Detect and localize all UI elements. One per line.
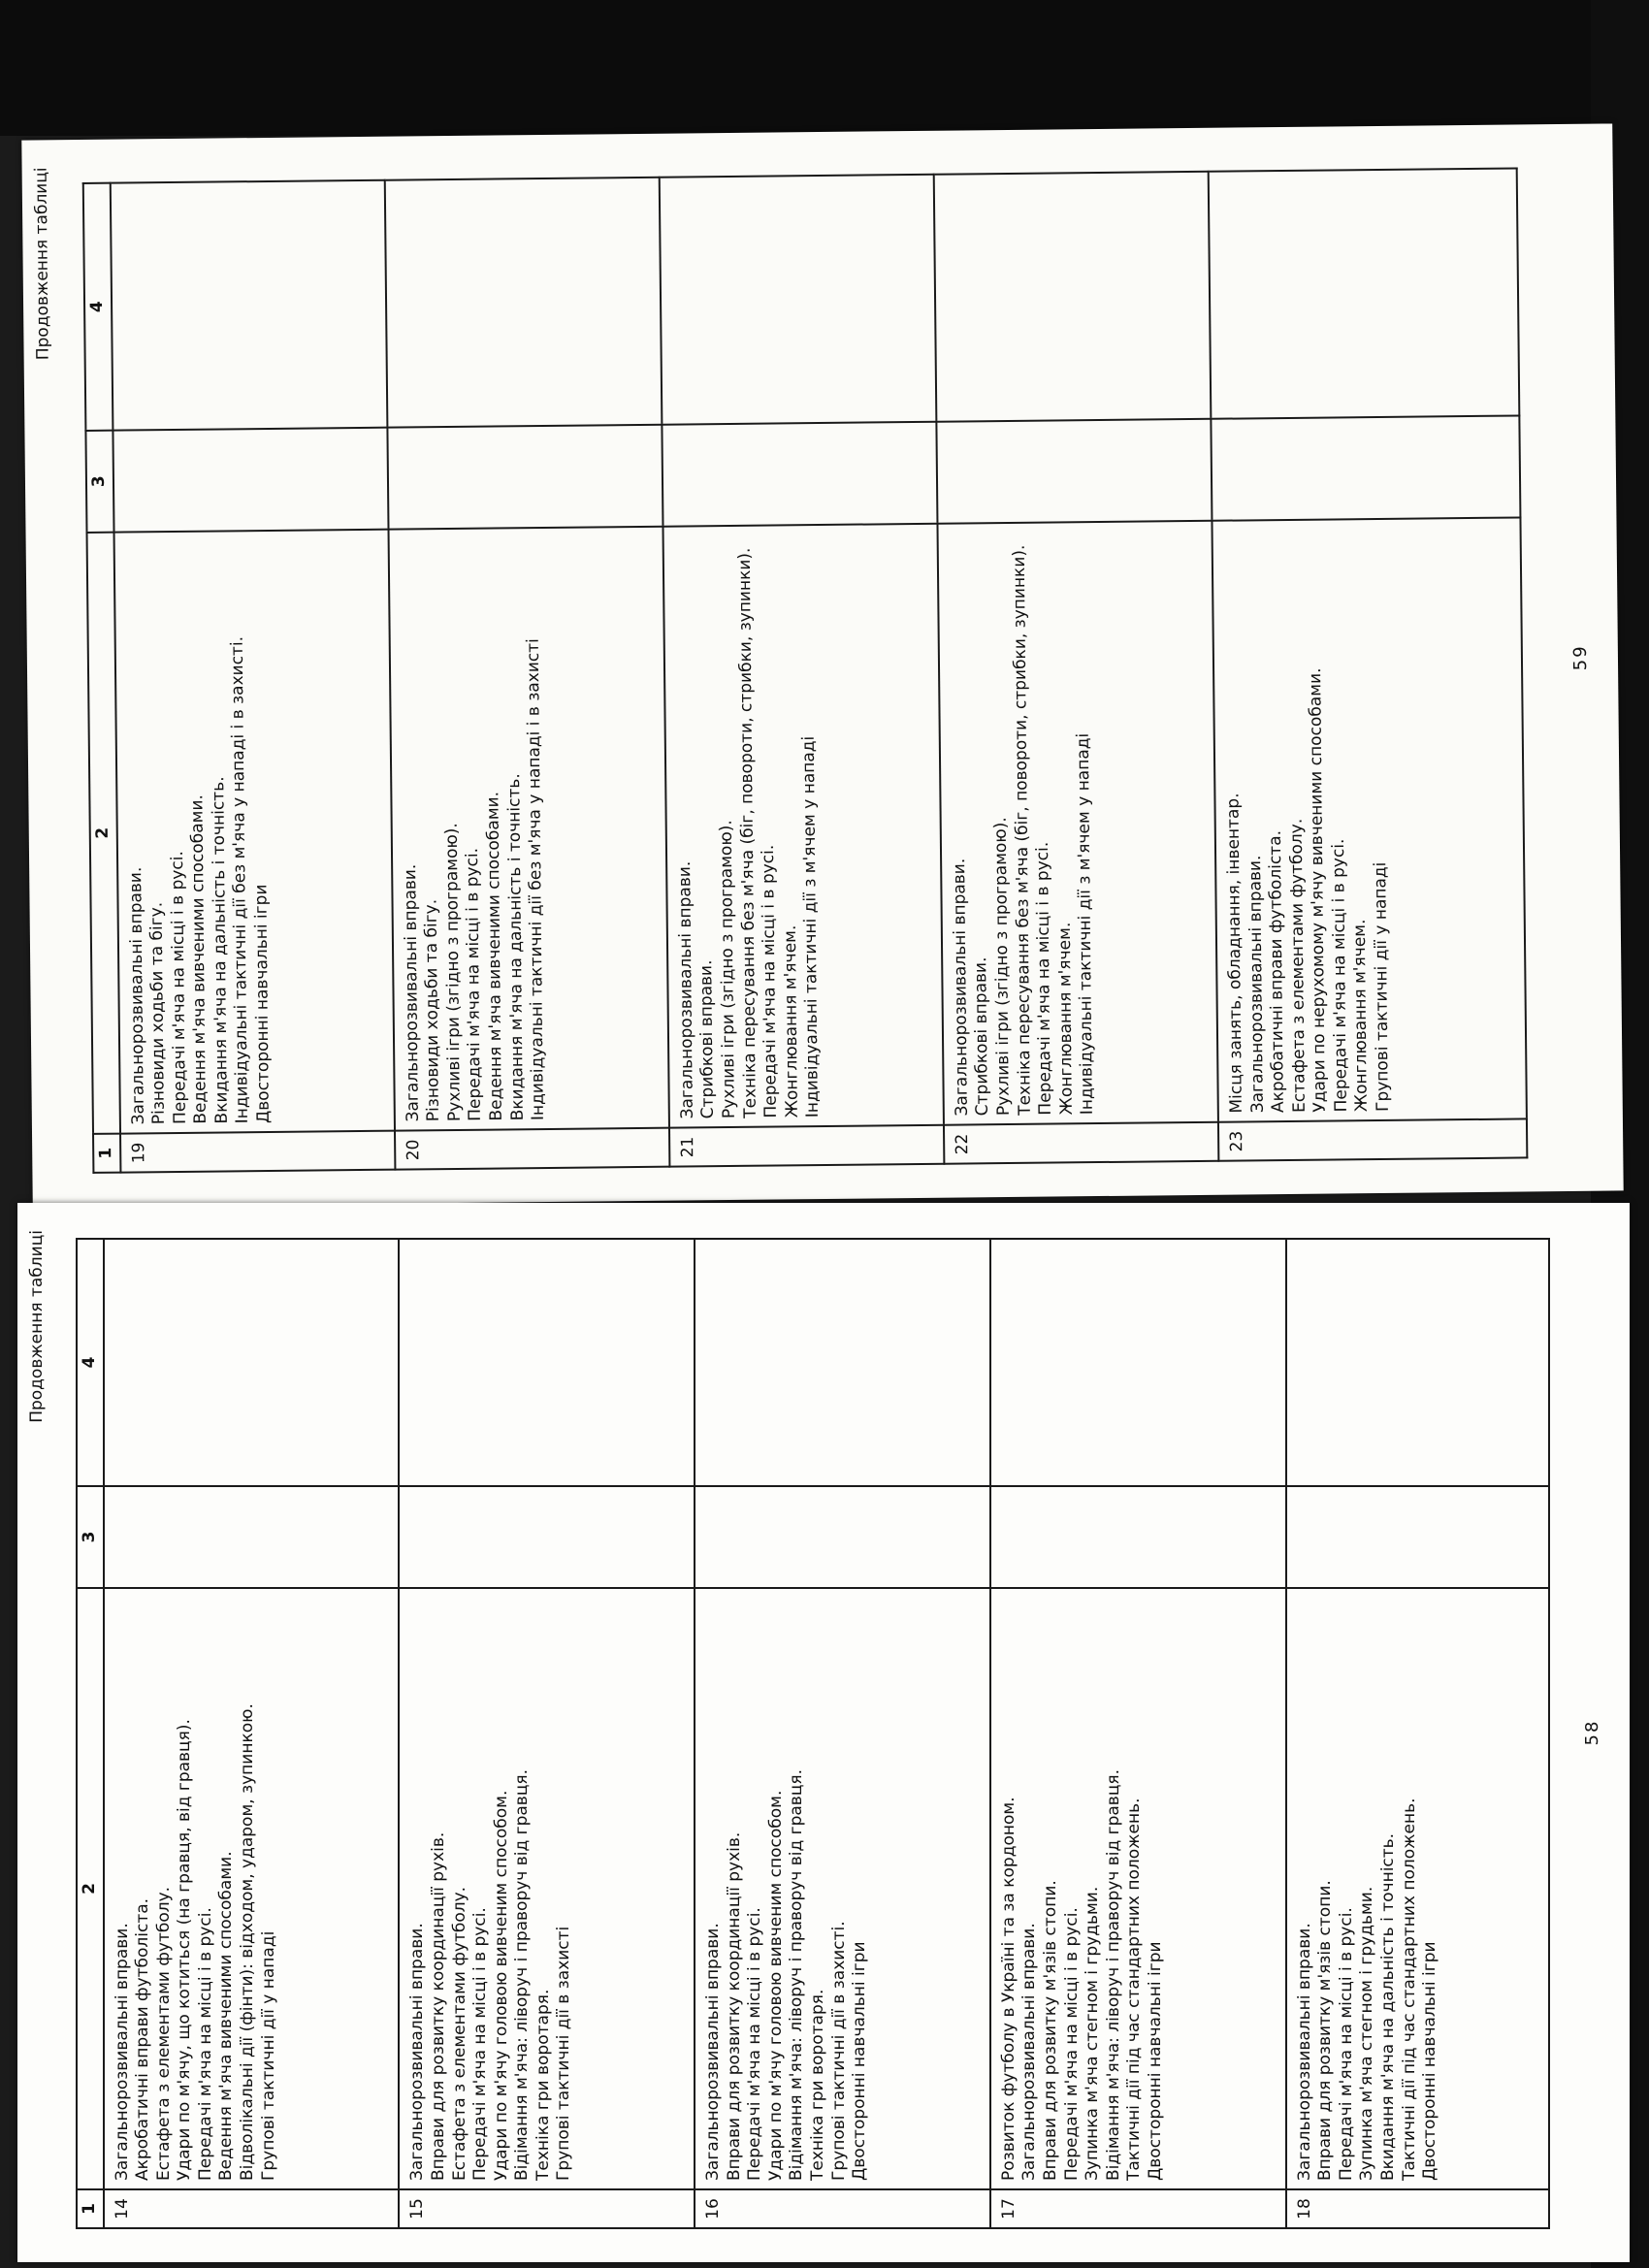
column-3-cell — [387, 425, 663, 530]
lesson-content — [113, 530, 395, 1134]
content-line: Різновиди ходьби та бігу. — [146, 901, 170, 1125]
content-line: Групові тактичні дії у нападі — [258, 1930, 278, 2181]
column-4-cell — [1286, 1239, 1549, 1486]
table-row — [110, 180, 395, 1173]
column-4-cell — [990, 1239, 1286, 1486]
content-line: Відволікальні дії (фінти): відходом, ударом, зупинкою. — [238, 1703, 258, 2181]
content-line: Різновиди ходьби та бігу. — [421, 898, 444, 1122]
content-line: Загальнорозвивальні вправи. — [112, 1923, 132, 2181]
content-line: Удари по нерухомому м'ячу вивченими способами. — [1306, 667, 1331, 1113]
column-header: 2 — [87, 533, 120, 1134]
lesson-number: 18 — [1286, 2189, 1549, 2228]
content-line: Зупинка м'яча стегном і грудьми. — [1083, 1886, 1103, 2181]
lesson-number: 23 — [1218, 1118, 1527, 1160]
content-line: Індивідуальні тактичні дії з м'ячем у нападі — [1074, 732, 1098, 1116]
table-row — [659, 175, 944, 1167]
table-row — [104, 1239, 400, 2228]
content-line: Передачі м'яча на місці і в русі. — [1033, 841, 1056, 1116]
content-line: Ведення м'яча вивченими способами. — [216, 1851, 237, 2181]
content-line: Техніка пересування без м'яча (біг, повороти, стрибки, зупинки). — [1009, 544, 1035, 1116]
content-line: Техніка пересування без м'яча (біг, повороти, стрибки, зупинки). — [734, 547, 760, 1118]
content-line: Вкидання м'яча на дальність і точність. — [209, 776, 232, 1124]
lesson-content — [937, 521, 1218, 1125]
continuation-caption: Продовження таблиці — [31, 167, 53, 361]
column-4-cell — [659, 175, 936, 425]
table-row — [384, 178, 669, 1170]
lesson-content — [1286, 1588, 1549, 2189]
content-line: Удари по м'ячу головою вивченим способом. — [765, 1790, 786, 2181]
content-line: Передачі м'яча на місці і в русі. — [1061, 1907, 1082, 2181]
content-line: Вправи для розвитку м'язів стопи. — [1041, 1880, 1061, 2181]
column-3-cell — [662, 422, 937, 527]
content-line: Передачі м'яча на місці і в русі. — [759, 844, 781, 1118]
table-row — [1286, 1239, 1549, 2228]
lesson-content — [663, 524, 944, 1128]
content-line: Удари по м'ячу, що котиться (на гравця, від гравця). — [175, 1719, 195, 2181]
content-line: Відімання м'яча: ліворуч і праворуч від гравця. — [512, 1768, 533, 2181]
lesson-content — [399, 1588, 695, 2189]
content-line: Передачі м'яча на місці і в русі. — [745, 1907, 765, 2181]
content-line: Групові тактичні дії у нападі — [1371, 861, 1393, 1113]
column-header: 4 — [77, 1239, 104, 1486]
table-row — [990, 1239, 1286, 2228]
content-line: Естафета з елементами футболу. — [153, 1886, 174, 2181]
table-row — [934, 172, 1219, 1164]
content-line: Ведення м'яча вивченими способами. — [483, 791, 506, 1121]
column-4-cell — [695, 1239, 990, 1486]
content-line: Загальнорозвивальні вправи. — [125, 866, 148, 1125]
column-4-cell — [399, 1239, 695, 1486]
content-line: Зупинка м'яча стегном і грудьми. — [1357, 1886, 1377, 2181]
content-line: Загальнорозвивальні вправи. — [674, 860, 697, 1119]
column-header: 3 — [77, 1486, 104, 1588]
content-line: Рухливі ігри (згідно з програмою). — [441, 823, 465, 1122]
content-line: Техніка гри воротаря. — [533, 1989, 553, 2181]
column-3-cell — [1286, 1486, 1549, 1588]
column-4-cell — [934, 172, 1212, 422]
content-line: Естафета з елементами футболу. — [449, 1886, 469, 2181]
page-number: 59 — [1569, 644, 1592, 671]
content-line: Загальнорозвивальні вправи. — [1019, 1923, 1040, 2181]
content-line: Рухливі ігри (згідно з програмою). — [716, 820, 739, 1119]
lesson-number: 19 — [120, 1131, 395, 1173]
content-line: Тактичні дії під час стандартних положень. — [1399, 1798, 1419, 2181]
content-line: Відімання м'яча: ліворуч і праворуч від гравця. — [1103, 1768, 1123, 2181]
column-3-cell — [1211, 415, 1520, 520]
lesson-content — [388, 527, 669, 1131]
content-line: Загальнорозвивальні вправи. — [407, 1923, 428, 2181]
lesson-number: 22 — [944, 1122, 1218, 1164]
content-line: Передачі м'яча на місці і в русі. — [167, 851, 190, 1125]
lesson-plan-table — [82, 167, 1529, 1173]
column-4-cell — [1209, 168, 1520, 418]
column-header: 1 — [93, 1134, 120, 1173]
content-line: Акробатичні вправи футболіста. — [1265, 829, 1288, 1114]
content-line: Передачі м'яча на місці і в русі. — [195, 1907, 215, 2181]
content-line: Місця занять, обладнання, інвентар. — [1223, 793, 1246, 1114]
content-line: Групові тактичні дії в захисті. — [828, 1921, 849, 2181]
lesson-number: 14 — [104, 2189, 400, 2228]
scan-background-edge — [0, 0, 1649, 136]
content-line: Двосторонні навчальні ігри — [1145, 1941, 1165, 2181]
column-4-cell — [104, 1239, 400, 1486]
content-line: Естафета з елементами футболу. — [1286, 818, 1310, 1113]
column-3-cell — [113, 428, 388, 533]
lesson-number: 16 — [695, 2189, 990, 2228]
content-line: Акробатичні вправи футболіста. — [133, 1897, 153, 2181]
lesson-number: 17 — [990, 2189, 1286, 2228]
content-line: Загальнорозвивальні вправи. — [1294, 1923, 1314, 2181]
content-line: Вправи для розвитку координації рухів. — [724, 1831, 744, 2181]
lesson-number: 15 — [399, 2189, 695, 2228]
column-header: 3 — [85, 431, 113, 533]
continuation-caption: Продовження таблиці — [27, 1230, 47, 1423]
content-line: Стрибкові вправи. — [971, 956, 993, 1117]
column-header: 2 — [77, 1588, 104, 2189]
content-line: Індивідуальні тактичні дії з м'ячем у нападі — [798, 735, 824, 1118]
column-3-cell — [695, 1486, 990, 1588]
content-line: Тактичні дії під час стандартних положень. — [1124, 1798, 1145, 2181]
lesson-content — [695, 1588, 990, 2189]
content-line: Відімання м'яча: ліворуч і праворуч від гравця. — [787, 1768, 807, 2181]
content-line: Групові тактичні дії в захисті — [554, 1926, 574, 2181]
content-line: Двосторонні навчальні ігри — [251, 884, 274, 1124]
content-line: Ведення м'яча вивченими способами. — [187, 794, 211, 1124]
lesson-content — [104, 1588, 400, 2189]
content-line: Загальнорозвивальні вправи. — [1245, 855, 1268, 1114]
content-line: Двосторонні навчальні ігри — [850, 1941, 870, 2181]
column-header: 1 — [77, 2189, 104, 2228]
content-line: Жонглювання м'ячем. — [780, 924, 802, 1118]
content-line: Розвиток футболу в Україні та за кордоном. — [998, 1797, 1018, 2181]
page-number: 58 — [1582, 1719, 1602, 1746]
table-row — [1209, 168, 1528, 1160]
content-line: Передачі м'яча на місці і в русі. — [1328, 838, 1351, 1113]
lesson-content — [990, 1588, 1286, 2189]
table-row — [399, 1239, 695, 2228]
content-line: Вкидання м'яча на дальність і точність. — [503, 773, 528, 1121]
content-line: Індивідуальні тактичні дії без м'яча у нападі і в захисті — [523, 638, 549, 1121]
content-line: Загальнорозвивальні вправи. — [949, 858, 972, 1117]
content-line: Удари по м'ячу головою вивченим способом. — [491, 1790, 511, 2181]
content-line: Жонглювання м'ячем. — [1054, 922, 1077, 1116]
content-line: Вправи для розвитку м'язів стопи. — [1315, 1880, 1336, 2181]
lesson-number: 21 — [669, 1125, 944, 1167]
content-line: Загальнорозвивальні вправи. — [400, 863, 423, 1122]
lesson-plan-table — [76, 1238, 1550, 2229]
column-3-cell — [399, 1486, 695, 1588]
content-line: Техніка гри воротаря. — [808, 1989, 827, 2181]
lesson-number: 20 — [395, 1128, 669, 1170]
lesson-content — [1212, 517, 1527, 1121]
content-line: Загальнорозвивальні вправи. — [703, 1923, 724, 2181]
content-line: Передачі м'яча на місці і в русі. — [1336, 1907, 1356, 2181]
table-row — [695, 1239, 990, 2228]
column-3-cell — [990, 1486, 1286, 1588]
content-line: Вкидання м'яча на дальність і точність. — [1377, 1832, 1398, 2181]
column-header: 4 — [83, 183, 113, 431]
column-3-cell — [104, 1486, 400, 1588]
book-page-58 — [17, 1203, 1630, 2262]
book-page-59 — [21, 123, 1623, 1207]
page-58-rotated-content — [17, 1203, 1630, 2262]
content-line: Рухливі ігри (згідно з програмою). — [990, 817, 1014, 1117]
content-line: Передачі м'яча на місці і в русі. — [463, 847, 486, 1121]
content-line: Індивідуальні тактичні дії без м'яча у нападі і в захисті. — [228, 635, 253, 1124]
content-line: Жонглювання м'ячем. — [1350, 919, 1373, 1113]
column-3-cell — [936, 419, 1212, 524]
column-4-cell — [110, 180, 387, 431]
content-line: Передачі м'яча на місці і в русі. — [470, 1907, 491, 2181]
content-line: Стрибкові вправи. — [696, 959, 719, 1119]
content-line: Вправи для розвитку координації рухів. — [428, 1831, 448, 2181]
table-header-row — [77, 1239, 104, 2228]
content-line: Двосторонні навчальні ігри — [1420, 1941, 1440, 2181]
page-59-rotated-content — [21, 123, 1623, 1207]
column-4-cell — [384, 178, 662, 428]
